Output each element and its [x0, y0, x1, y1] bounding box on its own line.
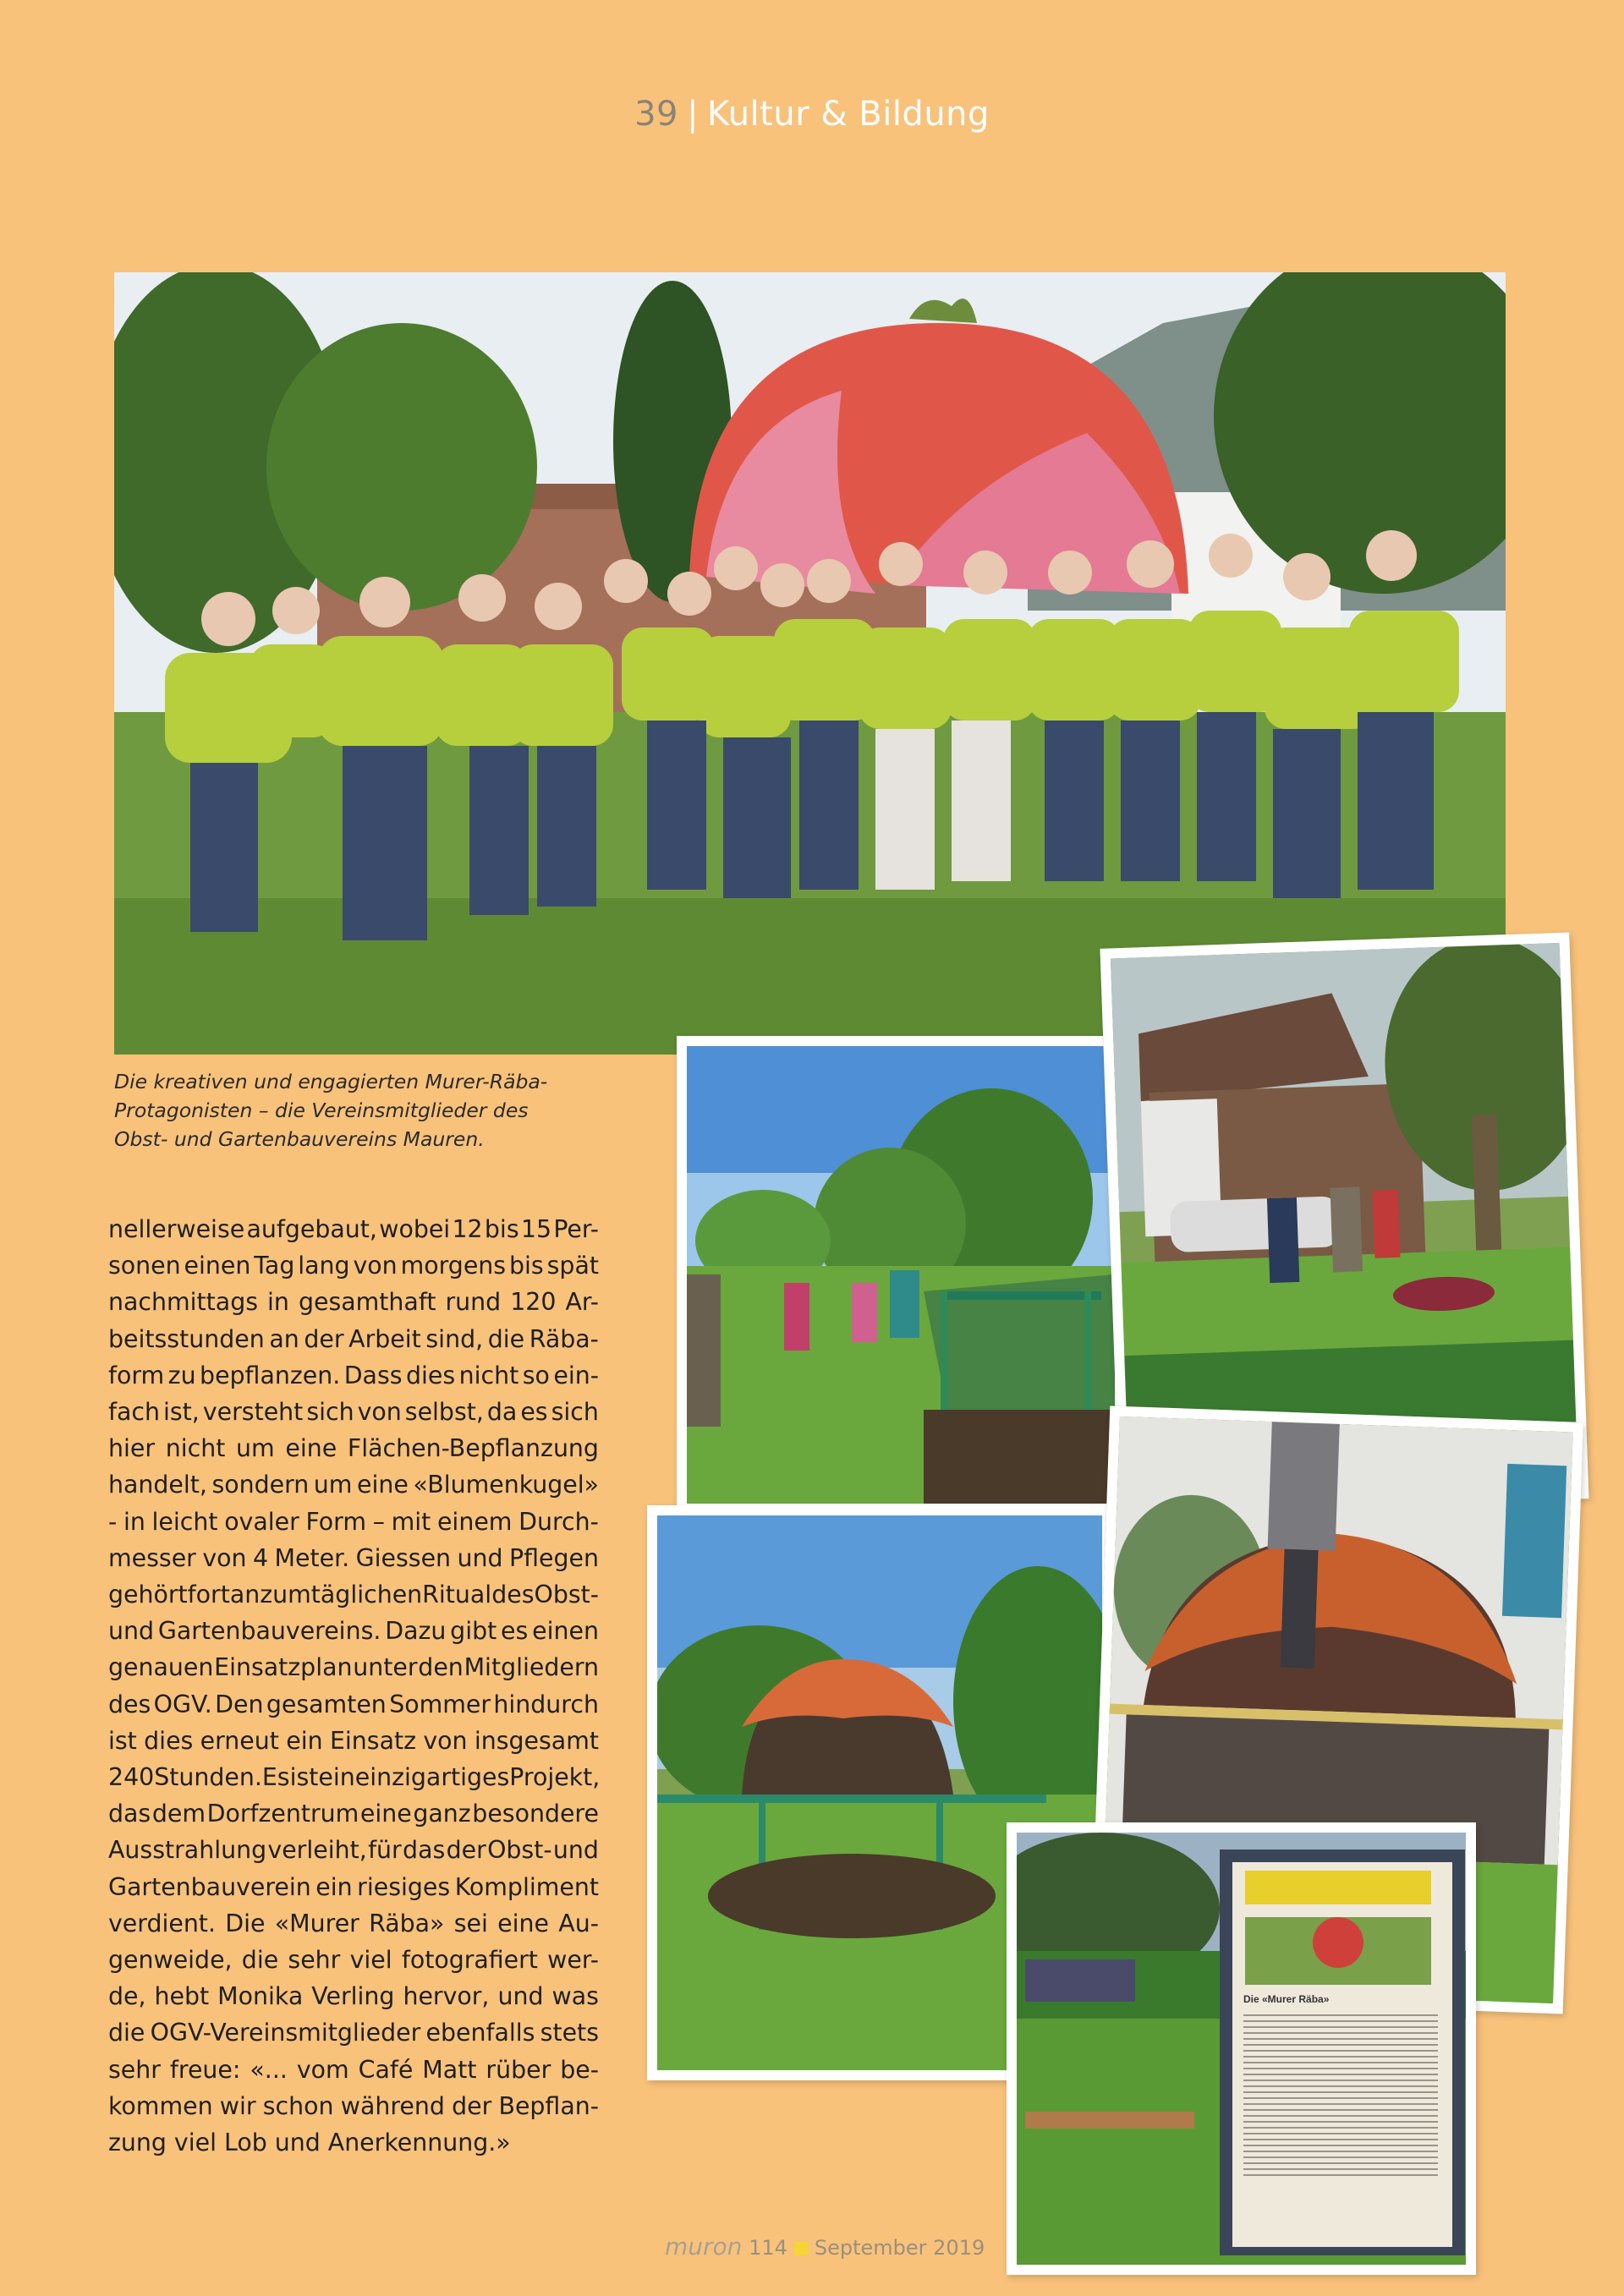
section-title: Kultur & Bildung: [706, 95, 990, 134]
body-line: genauen Einsatzplan unter den Mitgliedern: [108, 1653, 599, 1682]
caption-line: Die kreativen und engagierten Murer-Räba-: [114, 1070, 548, 1093]
body-line: das dem Dorfzentrum eine ganz besondere: [108, 1800, 599, 1828]
body-line: gehört fortan zum täglichen Ritual des Obst-: [108, 1581, 600, 1609]
magazine-brand: muron: [665, 2233, 743, 2260]
body-line: de, hebt Monika Verling hervor, und was: [108, 1982, 599, 2011]
header-separator: |: [686, 95, 699, 134]
body-line: sonen einen Tag lang von morgens bis spät: [108, 1252, 599, 1280]
sign-title: Die «Murer Räba»: [1243, 1993, 1330, 2005]
body-line: nellerweise aufgebaut, wobei 12 bis 15 Per-: [108, 1215, 599, 1243]
article-body: [108, 1211, 599, 2161]
build-photo-1: [677, 1036, 1125, 1514]
body-line: hier nicht um eine Flächen-Bepflanzung: [108, 1434, 599, 1463]
body-line: nachmittags in gesamthaft rund 120 Ar-: [108, 1288, 599, 1317]
body-line: genweide, die sehr viel fotografiert wer-: [108, 1946, 599, 1975]
body-line: die OGV-Vereinsmitglieder ebenfalls stets: [108, 2019, 599, 2047]
body-line: zung viel Lob und Anerkennung.»: [108, 2129, 511, 2157]
footer-square-icon: [794, 2242, 808, 2255]
body-line: kommen wir schon während der Bepflan-: [108, 2091, 599, 2120]
body-line: des OGV. Den gesamten Sommer hindurch: [108, 1690, 599, 1718]
page-number: 39: [634, 95, 678, 134]
page-footer: [665, 2233, 985, 2260]
body-line: messer von 4 Meter. Giessen und Pflegen: [108, 1543, 599, 1572]
body-line: beitsstunden an der Arbeit sind, die Räba-: [108, 1324, 599, 1353]
body-line: sehr freue: «... vom Café Matt rüber be-: [108, 2055, 599, 2084]
page-header: [0, 95, 1624, 134]
issue-date: September 2019: [814, 2236, 985, 2260]
body-line: ist dies erneut ein Einsatz von insgesamt: [108, 1726, 599, 1755]
body-line: form zu bepflanzen. Dass dies nicht so ein-: [108, 1361, 599, 1389]
body-line: fach ist, versteht sich von selbst, da es sich: [108, 1398, 599, 1427]
group-photo: [114, 272, 1506, 1055]
sign-text-block: [1243, 2010, 1438, 2179]
photo-caption: [114, 1067, 588, 1153]
caption-line: Obst- und Gartenbauvereins Mauren.: [114, 1127, 485, 1151]
body-line: verdient. Die «Murer Räba» sei eine Au-: [108, 1909, 599, 1937]
body-line: handelt, sondern um eine «Blumenkugel»: [108, 1471, 599, 1499]
body-line: - in leicht ovaler Form – mit einem Durch-: [108, 1507, 599, 1536]
body-line: Gartenbauverein ein riesiges Kompliment: [108, 1872, 599, 1901]
body-line: 240 Stunden. Es ist ein einzigartiges Projekt,: [108, 1763, 601, 1792]
sign-photo: [1007, 1822, 1476, 2275]
body-line: Ausstrahlung verleiht, für das der Obst- und: [108, 1836, 599, 1865]
caption-line: Protagonisten – die Vereinsmitglieder des: [114, 1099, 529, 1122]
issue-number: 114: [749, 2236, 787, 2260]
body-line: und Gartenbauvereins. Dazu gibt es einen: [108, 1617, 599, 1646]
